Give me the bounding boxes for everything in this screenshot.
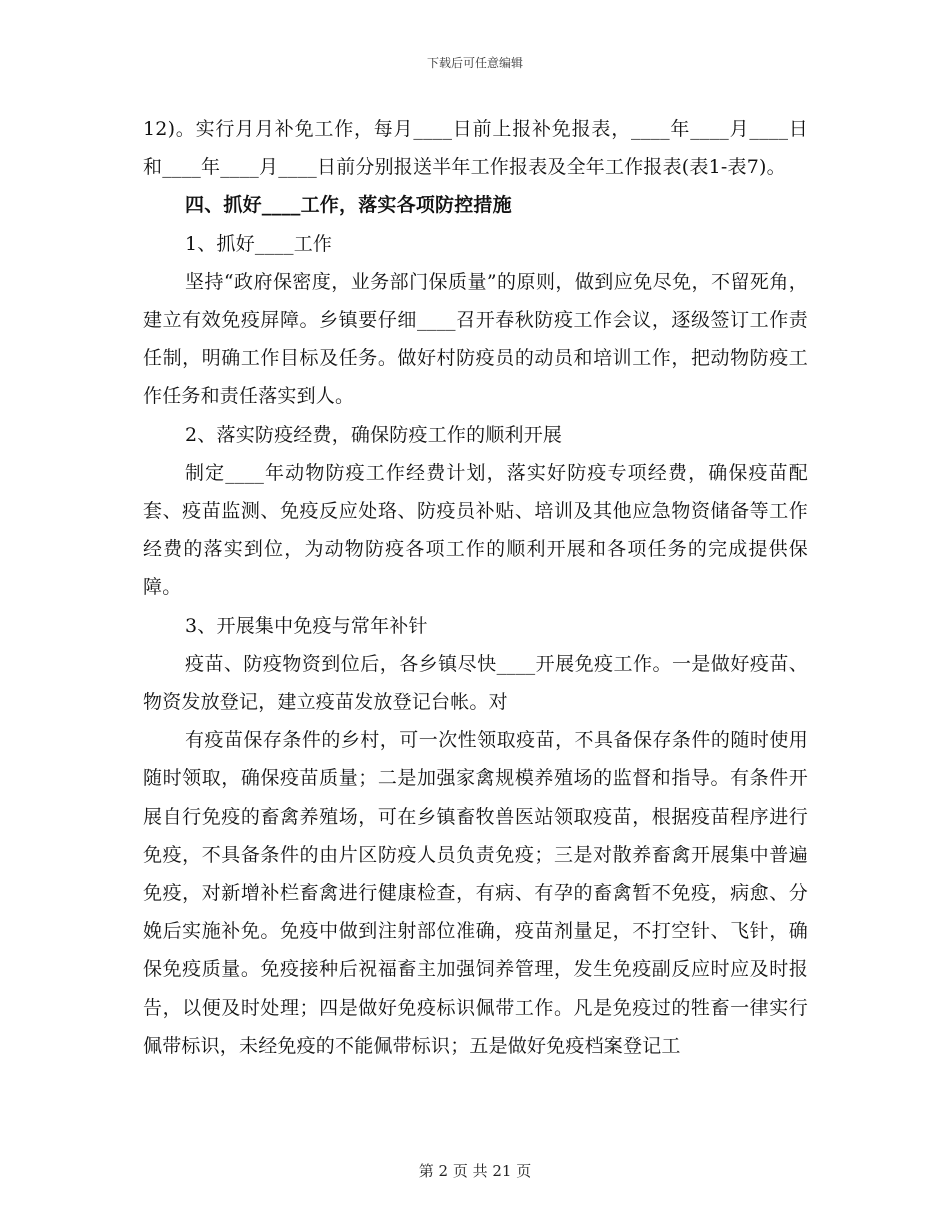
paragraph-vaccine-distribution: 疫苗、防疫物资到位后，各乡镇尽快____开展免疫工作。一是做好疫苗、物资发放登记，建立疫苗发放登记台帐。对: [143, 652, 808, 714]
section-heading-4: 四、抓好____工作，落实各项防控措施: [185, 194, 512, 217]
paragraph-funding: 制定____年动物防疫工作经费计划，落实好防疫专项经费，确保疫苗配套、疫苗监测、免疫反应处珞、防疫员补贴、培训及其他应急物资储备等工作经费的落实到位，为动物防疫各项工作的顺利开展和各项任务的完成提供保障。: [143, 461, 808, 599]
subheading-4-2: 2、落实防疫经费，确保防疫工作的顺利开展: [185, 423, 563, 446]
subheading-4-1: 1、抓好____工作: [185, 232, 333, 255]
paragraph-immunization-details: 有疫苗保存条件的乡村，可一次性领取疫苗，不具备保存条件的随时使用随时领取，确保疫苗质量；二是加强家禽规模养殖场的监督和指导。有条件开展自行免疫的畜禽养殖场，可在乡镇畜牧兽医站领取疫苗，根据疫苗程序进行免疫，不具备条件的由片区防疫人员负责免疫；三是对散养畜禽开展集中普遍免疫，对新增补栏畜禽进行健康检查，有病、有孕的畜禽暂不免疫，病愈、分娩后实施补免。免疫中做到注射部位准确，疫苗剂量足，不打空针、飞针，确保免疫质量。免疫接种后祝福畜主加强饲养管理，发生免疫副反应时应及时报告，以便及时处理；四是做好免疫标识佩带工作。凡是免疫过的牲畜一律实行佩带标识，未经免疫的不能佩带标识；五是做好免疫档案登记工: [143, 729, 808, 1057]
header-note: 下载后可任意编辑: [426, 56, 523, 70]
paragraph-principles: 坚持“政府保密度，业务部门保质量”的原则，做到应免尽免，不留死角，建立有效免疫屏障。乡镇要仔细____召开春秋防疫工作会议，逐级签订工作责任制，明确工作目标及任务。做好村防疫员的动员和培训工作，把动物防疫工作任务和责任落实到人。: [143, 270, 808, 408]
paragraph-reporting-schedule: 12)。实行月月补免工作，每月____日前上报补免报表，____年____月____日和____年____月____日前分别报送半年工作报表及全年工作报表(表1-表7)。: [143, 118, 808, 179]
subheading-4-3: 3、开展集中免疫与常年补针: [185, 614, 428, 637]
document-body: [143, 110, 808, 1065]
page-number: 第 2 页 共 21 页: [418, 1162, 532, 1180]
